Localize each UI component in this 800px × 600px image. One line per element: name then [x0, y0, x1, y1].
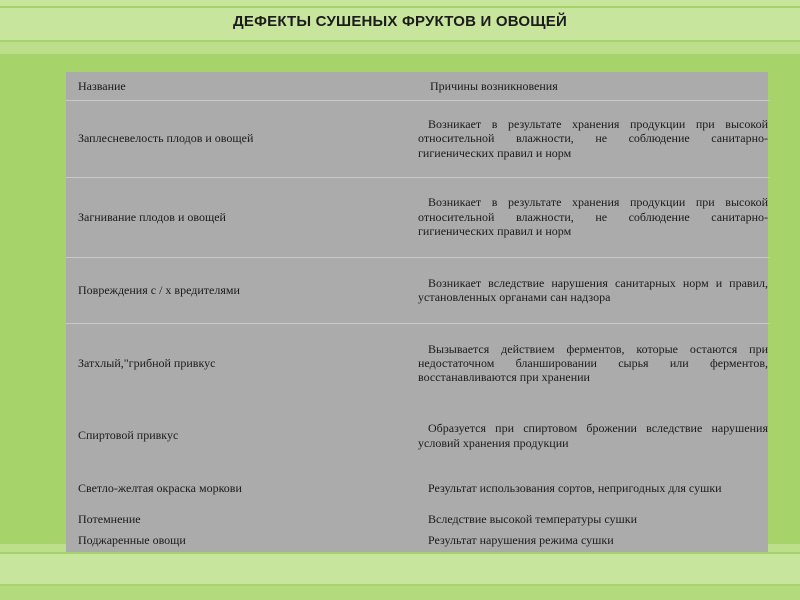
- table-row: [66, 100, 770, 177]
- decor-stripe: [0, 554, 800, 584]
- table-row: [66, 530, 770, 550]
- defect-name: Поджаренные овощи: [78, 532, 186, 547]
- defect-name: Светло-желтая окраска моркови: [78, 480, 242, 495]
- defect-name: Повреждения с / х вредителями: [66, 257, 418, 323]
- defect-name: Спиртовой привкус: [78, 428, 179, 443]
- table-row: [66, 257, 770, 323]
- decor-stripe: [0, 0, 800, 6]
- defect-cause: Образуется при спиртовом брожении вследствие нарушения условий хранения продукции: [418, 421, 768, 450]
- defects-table: [66, 72, 770, 550]
- table-row: [66, 323, 770, 403]
- table-row: [66, 468, 770, 508]
- page-title: ДЕФЕКТЫ СУШЕНЫХ ФРУКТОВ И ОВОЩЕЙ: [233, 13, 567, 30]
- defect-cause: Вызывается действием ферментов, которые остаются при недостаточном бланшировании сырья или ферментов, восстанавливаются при хранении: [418, 341, 768, 385]
- defect-name: Потемнение: [78, 511, 141, 526]
- header-name: Название: [66, 72, 418, 100]
- decor-stripe: [0, 586, 800, 600]
- defect-name: Загнивание плодов и овощей: [66, 177, 418, 257]
- decor-stripe: [0, 42, 800, 54]
- defect-cause: Вследствие высокой температуры сушки: [428, 511, 638, 526]
- defect-cause: Результат использования сортов, непригодных для сушки: [428, 480, 722, 495]
- defect-cause: Возникает в результате хранения продукции при высокой относительной влажности, не соблюдение санитарно-гигиенических правил и норм: [418, 177, 770, 257]
- table-row: [66, 177, 770, 257]
- defect-name: Заплесневелость плодов и овощей: [66, 100, 418, 177]
- defect-cause: Возникает в результате хранения продукции при высокой относительной влажности, не соблюдение санитарно-гигиенических правил и норм: [418, 100, 770, 177]
- table-row: [66, 508, 770, 530]
- header-causes: Причины возникновения: [418, 72, 770, 100]
- defect-cause: Возникает вследствие нарушения санитарных норм и правил, установленных органами сан надзора: [418, 257, 770, 323]
- defect-name: Затхлый,"грибной привкус: [78, 356, 216, 371]
- table-row: [66, 403, 770, 468]
- table-header-row: [66, 72, 770, 100]
- defect-cause: Результат нарушения режима сушки: [428, 532, 614, 547]
- defects-table-panel: [66, 72, 768, 552]
